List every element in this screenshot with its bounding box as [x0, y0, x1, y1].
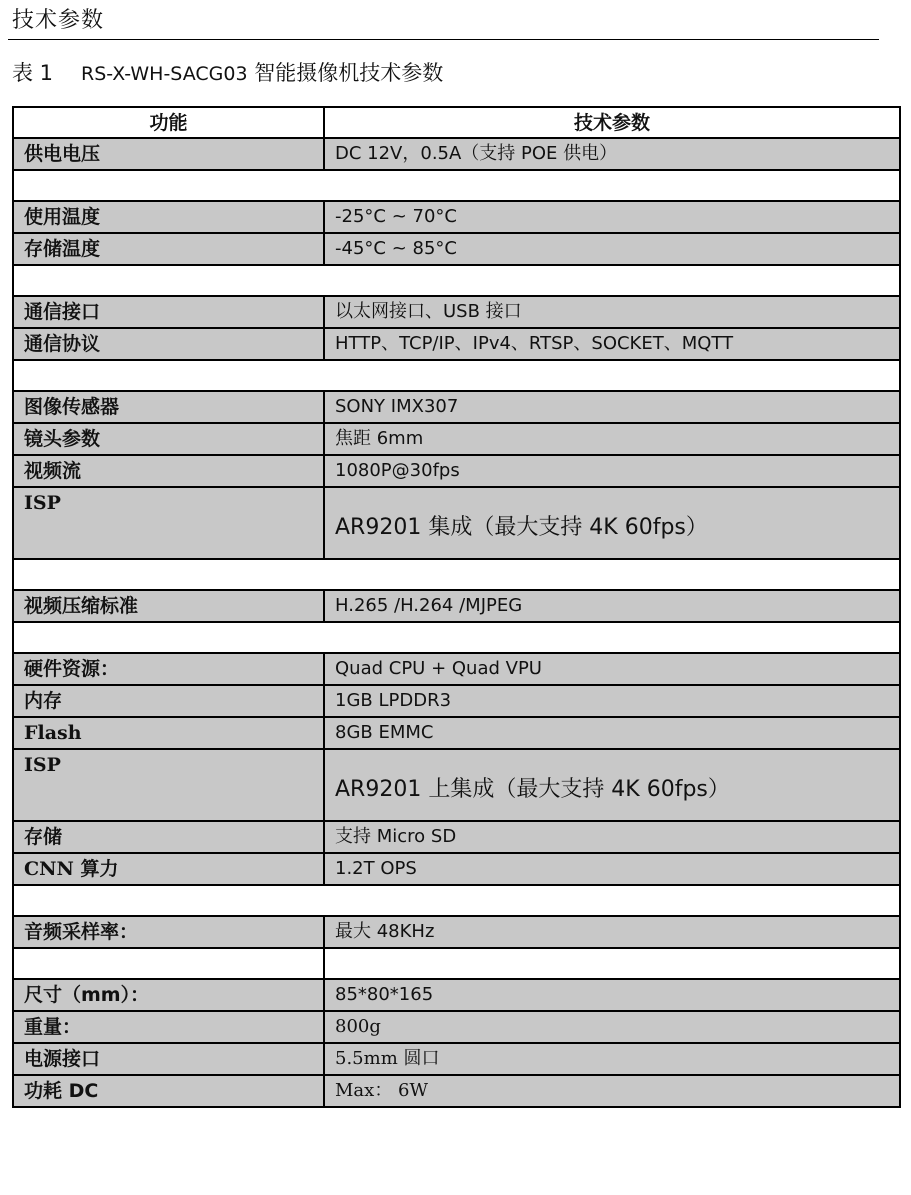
row-label: 重量： [13, 1011, 324, 1043]
row-value: 8GB EMMC [324, 717, 900, 749]
row-label: 存储温度 [13, 233, 324, 265]
table-header-row [13, 107, 900, 138]
empty-cell [13, 360, 900, 391]
table-row [13, 391, 900, 423]
section-divider [8, 39, 879, 40]
row-label: Flash [13, 717, 324, 749]
table-caption [12, 58, 443, 89]
row-label: 通信接口 [13, 296, 324, 328]
caption-label: 表 1 [12, 61, 54, 85]
row-label: 存储 [13, 821, 324, 853]
table-row [13, 487, 900, 559]
empty-cell [13, 622, 900, 653]
row-value: HTTP、TCP/IP、IPv4、RTSP、SOCKET、MQTT [324, 328, 900, 360]
table-row [13, 201, 900, 233]
row-value: -45°C ~ 85°C [324, 233, 900, 265]
row-value: 最大 48KHz [324, 916, 900, 948]
spacer-row [13, 885, 900, 916]
table-row [13, 233, 900, 265]
table-row [13, 749, 900, 821]
row-value: 85*80*165 [324, 979, 900, 1011]
table-row [13, 138, 900, 170]
empty-cell [13, 170, 900, 201]
table-row [13, 590, 900, 622]
row-value: 支持 Micro SD [324, 821, 900, 853]
section-title: 技术参数 [12, 8, 105, 33]
row-label: ISP [13, 487, 324, 559]
spacer-row [13, 559, 900, 590]
row-label: 硬件资源： [13, 653, 324, 685]
table-row [13, 1075, 900, 1107]
table-row [13, 423, 900, 455]
caption-title: 智能摄像机技术参数 [254, 61, 444, 85]
empty-cell [324, 948, 900, 979]
row-value: Max： 6W [324, 1075, 900, 1107]
table-row [13, 916, 900, 948]
header-spec: 技术参数 [324, 107, 900, 138]
table-body [13, 138, 900, 1107]
table-row [13, 853, 900, 885]
row-label: 尺寸（mm）： [13, 979, 324, 1011]
row-label: 镜头参数 [13, 423, 324, 455]
row-value: 焦距 6mm [324, 423, 900, 455]
caption-model: RS-X-WH-SACG03 [81, 63, 248, 85]
empty-cell [13, 948, 324, 979]
spacer-row [13, 170, 900, 201]
table-row [13, 685, 900, 717]
row-label: 视频压缩标准 [13, 590, 324, 622]
row-value: H.265 /H.264 /MJPEG [324, 590, 900, 622]
table-row [13, 717, 900, 749]
spacer-row [13, 948, 900, 979]
row-value: AR9201 集成（最大支持 4K 60fps） [324, 487, 900, 559]
row-label: ISP [13, 749, 324, 821]
row-value: AR9201 上集成（最大支持 4K 60fps） [324, 749, 900, 821]
row-label: 通信协议 [13, 328, 324, 360]
row-value: DC 12V，0.5A（支持 POE 供电） [324, 138, 900, 170]
row-value: 1080P@30fps [324, 455, 900, 487]
row-label: 音频采样率： [13, 916, 324, 948]
row-value: 1GB LPDDR3 [324, 685, 900, 717]
row-value: 800g [324, 1011, 900, 1043]
table-row [13, 328, 900, 360]
empty-cell [13, 265, 900, 296]
row-value: 1.2T OPS [324, 853, 900, 885]
spec-table [12, 106, 901, 1108]
row-label: 图像传感器 [13, 391, 324, 423]
table-row [13, 455, 900, 487]
row-label: CNN 算力 [13, 853, 324, 885]
empty-cell [13, 885, 900, 916]
table-row [13, 1043, 900, 1075]
header-function: 功能 [13, 107, 324, 138]
row-value: Quad CPU + Quad VPU [324, 653, 900, 685]
spacer-row [13, 622, 900, 653]
row-value: 以太网接口、USB 接口 [324, 296, 900, 328]
row-label: 视频流 [13, 455, 324, 487]
row-label: 供电电压 [13, 138, 324, 170]
row-value: 5.5mm 圆口 [324, 1043, 900, 1075]
spacer-row [13, 360, 900, 391]
row-label: 功耗 DC [13, 1075, 324, 1107]
row-label: 电源接口 [13, 1043, 324, 1075]
table-row [13, 1011, 900, 1043]
spacer-row [13, 265, 900, 296]
table-row [13, 979, 900, 1011]
table-row [13, 653, 900, 685]
row-value: -25°C ~ 70°C [324, 201, 900, 233]
row-label: 使用温度 [13, 201, 324, 233]
table-row [13, 296, 900, 328]
empty-cell [13, 559, 900, 590]
row-label: 内存 [13, 685, 324, 717]
row-value: SONY IMX307 [324, 391, 900, 423]
table-row [13, 821, 900, 853]
